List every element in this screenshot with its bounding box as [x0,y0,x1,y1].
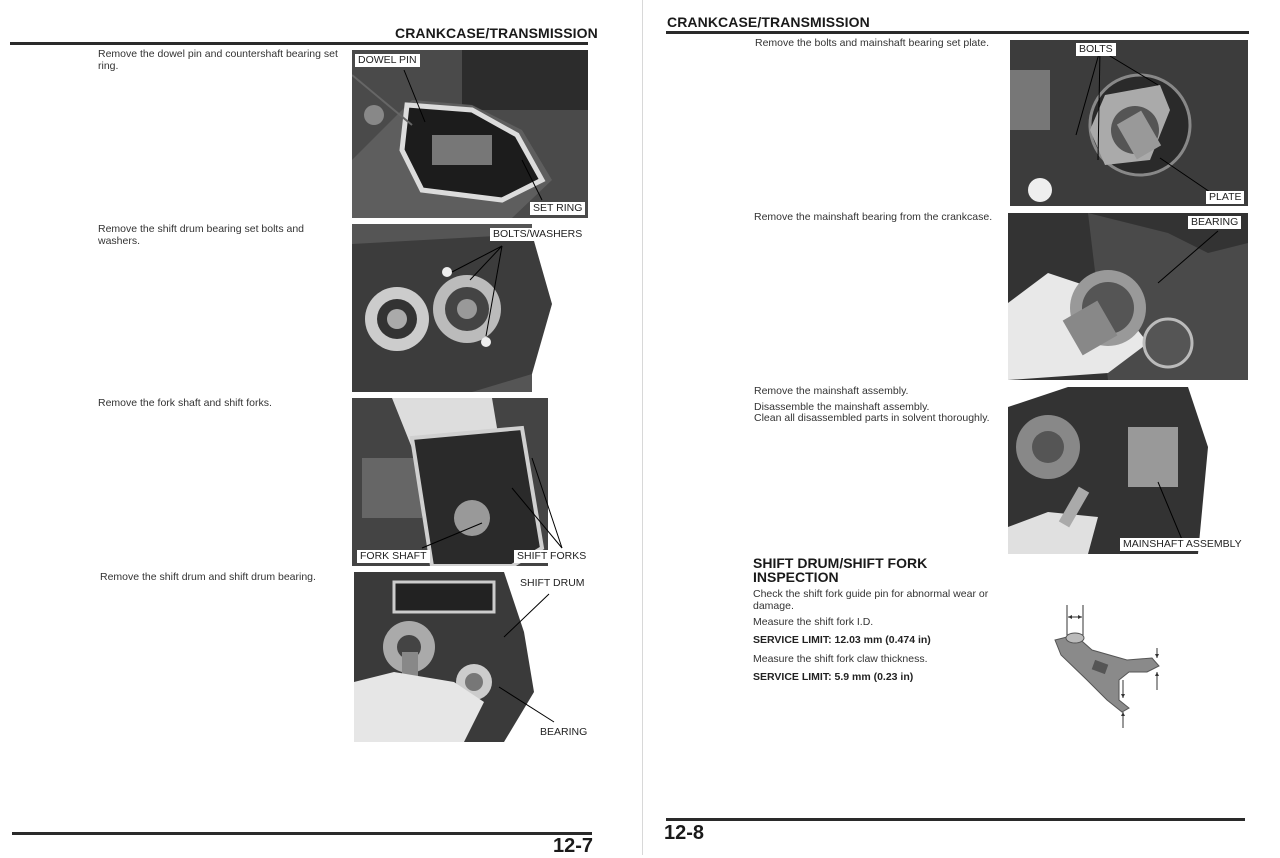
callout-label: BEARING [540,726,588,738]
section-title: INSPECTION [753,569,839,585]
step-instruction: Remove the fork shaft and shift forks. [98,397,272,409]
callout-label: PLATE [1206,191,1244,204]
right-page [642,0,1280,855]
callout-label: BEARING [1188,216,1241,229]
step-instruction: Remove the shift drum and shift drum bearing. [100,571,316,583]
step-instruction: Remove the bolts and mainshaft bearing set plate. [755,37,990,49]
service-limit: SERVICE LIMIT: 12.03 mm (0.474 in) [753,634,931,646]
callout-label: SET RING [530,202,585,215]
callout-label: BOLTS [1076,43,1116,56]
step-instruction: Disassemble the mainshaft assembly. [754,401,930,413]
callout-label: SHIFT FORKS [514,550,588,563]
photo-shift-drum [354,572,588,742]
photo-mainshaft-assembly [1008,387,1248,554]
step-instruction: Remove the shift drum bearing set bolts and washers. [98,223,305,247]
photo-bolts-washers [352,224,588,392]
page-number: 12-8 [664,822,705,844]
step-instruction: Remove the mainshaft assembly. [754,385,909,397]
callout-label: MAINSHAFT ASSEMBLY [1120,538,1245,551]
callout-label: SHIFT DRUM [520,577,585,589]
footer-rule [666,818,1245,821]
step-instruction: Remove the mainshaft bearing from the crankcase. [754,211,993,223]
page-number: 12-7 [553,835,594,857]
page-header-title: CRANKCASE/TRANSMISSION [395,25,598,41]
service-limit: SERVICE LIMIT: 5.9 mm (0.23 in) [753,671,914,683]
footer-rule [12,832,592,835]
photo-bolts-plate [1010,40,1248,206]
header-rule [10,42,588,45]
photo-fork-shaft [352,398,588,566]
page-header-title: CRANKCASE/TRANSMISSION [667,14,870,30]
callout-label: BOLTS/WASHERS [490,228,585,241]
header-rule [666,31,1249,34]
callout-label: FORK SHAFT [357,550,430,563]
callout-label: DOWEL PIN [355,54,420,67]
photo-mainshaft-bearing [1008,213,1248,380]
photo-dowel-pin [352,50,588,218]
step-instruction: Clean all disassembled parts in solvent thoroughly. [754,412,990,424]
left-page [0,0,642,855]
inspection-paragraph: Measure the shift fork I.D. [753,616,874,628]
shift-fork-diagram [1047,600,1177,735]
step-instruction: Remove the dowel pin and countershaft bearing set ring. [98,48,338,72]
section-title: SHIFT DRUM/SHIFT FORK [753,555,928,571]
inspection-paragraph: Measure the shift fork claw thickness. [753,653,928,665]
inspection-paragraph: Check the shift fork guide pin for abnormal wear or damage. [753,588,989,612]
